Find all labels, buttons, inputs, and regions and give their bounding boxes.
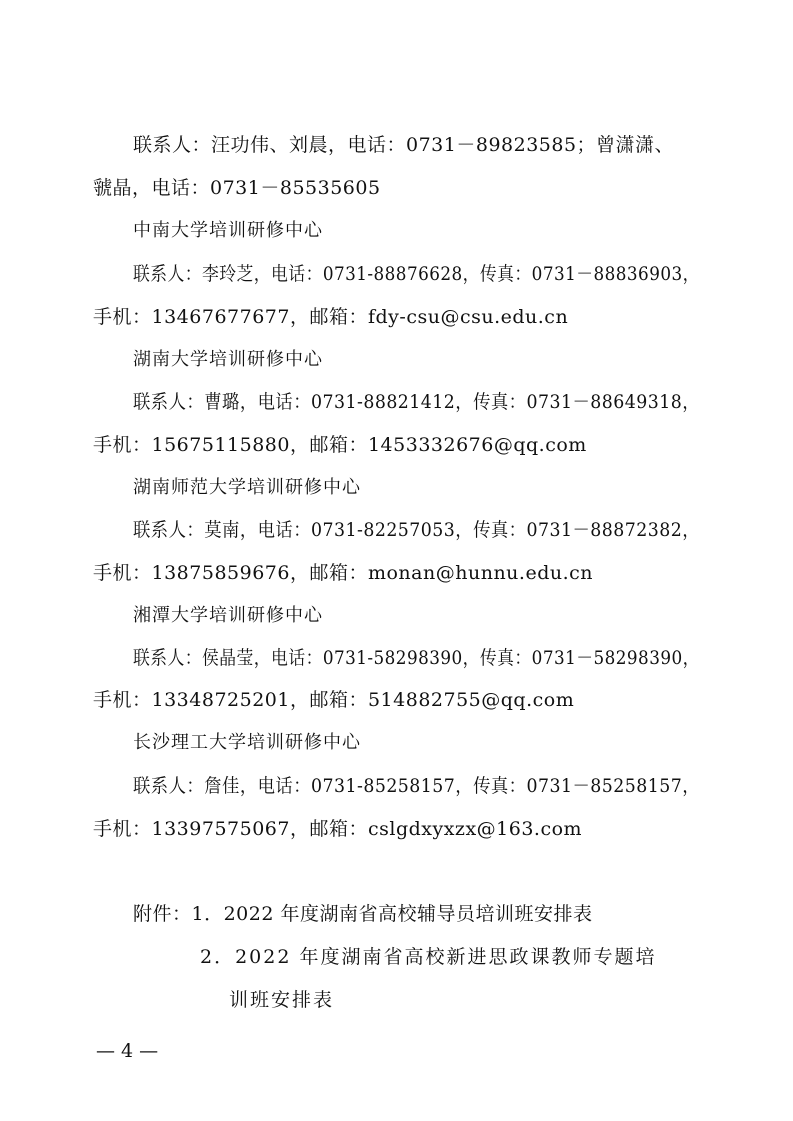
center-heading-csu: 中南大学培训研修中心: [133, 220, 323, 241]
center-contact-xtu: 联系人：侯晶莹，电话：0731-58298390，传真：0731－58298390，: [133, 647, 700, 669]
center-mobile-csust: 手机：13397575067，邮箱：cslgdxyxzx@163.com: [93, 818, 583, 840]
center-heading-csust: 长沙理工大学培训研修中心: [133, 732, 361, 753]
center-mobile-csu: 手机：13467677677，邮箱：fdy-csu@csu.edu.cn: [93, 306, 569, 328]
center-mobile-hnu: 手机：15675115880，邮箱：1453332676@qq.com: [93, 434, 587, 456]
attachment-item-2-continued: 训班安排表: [229, 989, 335, 1011]
attachment-item-2: 2．2022 年度湖南省高校新进思政课教师专题培: [200, 946, 657, 968]
center-contact-hnu: 联系人：曹璐，电话：0731-88821412，传真：0731－88649318，: [133, 391, 701, 413]
contact-line-1: 联系人：汪功伟、刘晨，电话：0731－89823585；曾潇潇、: [133, 134, 675, 156]
center-contact-hunnu: 联系人：莫南，电话：0731-82257053，传真：0731－88872382，: [133, 519, 701, 541]
center-heading-hnu: 湖南大学培训研修中心: [133, 349, 323, 370]
center-contact-csust: 联系人：詹佳，电话：0731-85258157，传真：0731－85258157，: [133, 775, 701, 797]
center-mobile-hunnu: 手机：13875859676，邮箱：monan@hunnu.edu.cn: [93, 562, 594, 584]
contact-line-2: 虢晶，电话：0731－85535605: [93, 177, 381, 199]
center-contact-csu: 联系人：李玲芝，电话：0731-88876628，传真：0731－88836903，: [133, 263, 700, 285]
center-mobile-xtu: 手机：13348725201，邮箱：514882755@qq.com: [93, 689, 575, 711]
center-heading-hunnu: 湖南师范大学培训研修中心: [133, 477, 361, 498]
center-heading-xtu: 湘潭大学培训研修中心: [133, 605, 323, 626]
attachment-item-1: 附件：1．2022 年度湖南省高校辅导员培训班安排表: [133, 903, 593, 925]
page-number: — 4 —: [96, 1040, 159, 1062]
